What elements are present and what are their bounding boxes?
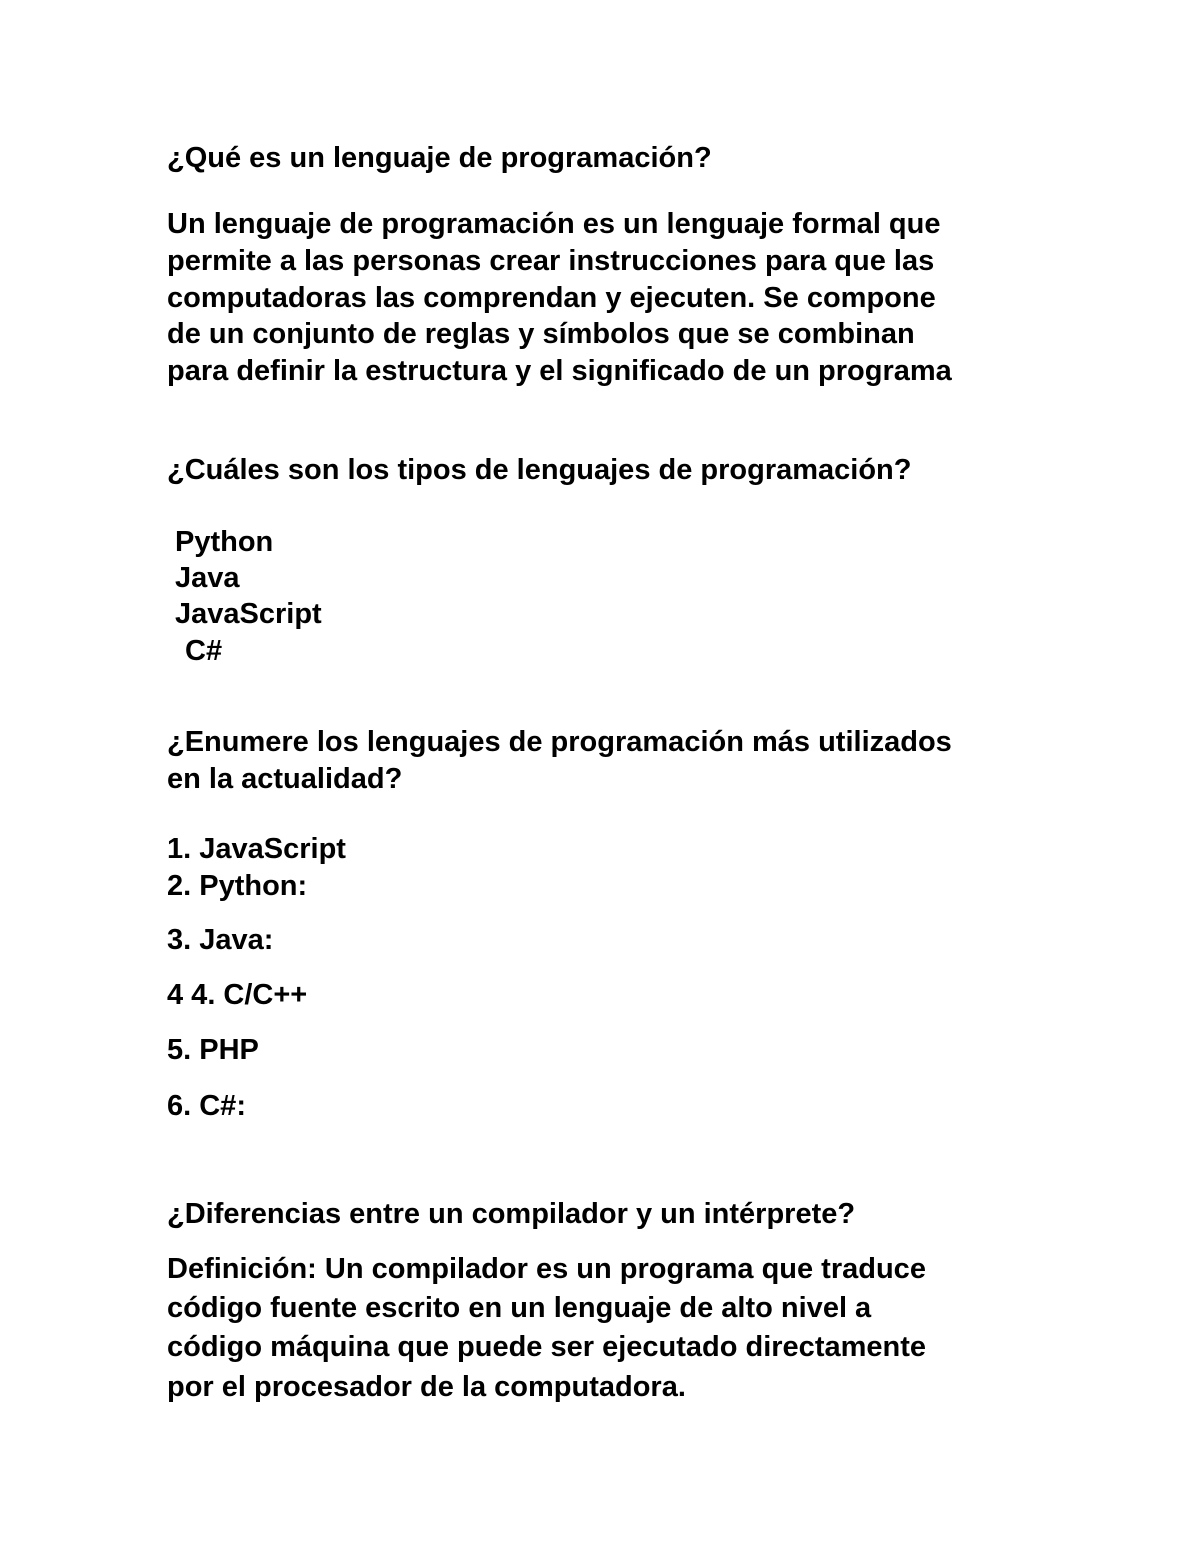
answer-line: Definición: Un compilador es un programa que traduce xyxy=(167,1253,926,1285)
answer-line: para definir la estructura y el significado de un programa xyxy=(167,355,952,387)
list-item: C# xyxy=(185,635,223,667)
question-heading: ¿Cuáles son los tipos de lenguajes de programación? xyxy=(167,454,912,486)
answer-line: por el procesador de la computadora. xyxy=(167,1371,686,1403)
answer-line: permite a las personas crear instrucciones para que las xyxy=(167,245,935,277)
list-item: Java xyxy=(175,562,240,594)
list-item: 4 4. C/C++ xyxy=(167,979,308,1011)
question-heading: ¿Qué es un lenguaje de programación? xyxy=(167,142,712,174)
answer-line: código máquina que puede ser ejecutado directamente xyxy=(167,1331,927,1363)
list-item: 2. Python: xyxy=(167,870,308,902)
list-item: JavaScript xyxy=(175,598,322,630)
list-item: 5. PHP xyxy=(167,1034,259,1066)
question-heading: ¿Enumere los lenguajes de programación más utilizados xyxy=(167,726,952,758)
list-item: 6. C#: xyxy=(167,1090,246,1122)
list-item: 1. JavaScript xyxy=(167,833,346,865)
question-heading: en la actualidad? xyxy=(167,763,403,795)
answer-line: Un lenguaje de programación es un lenguaje formal que xyxy=(167,208,941,240)
list-item: Python xyxy=(175,526,274,558)
list-item: 3. Java: xyxy=(167,924,274,956)
answer-line: de un conjunto de reglas y símbolos que se combinan xyxy=(167,318,915,350)
answer-line: código fuente escrito en un lenguaje de alto nivel a xyxy=(167,1292,872,1324)
question-heading: ¿Diferencias entre un compilador y un intérprete? xyxy=(167,1198,856,1230)
answer-line: computadoras las comprendan y ejecuten. Se compone xyxy=(167,282,936,314)
